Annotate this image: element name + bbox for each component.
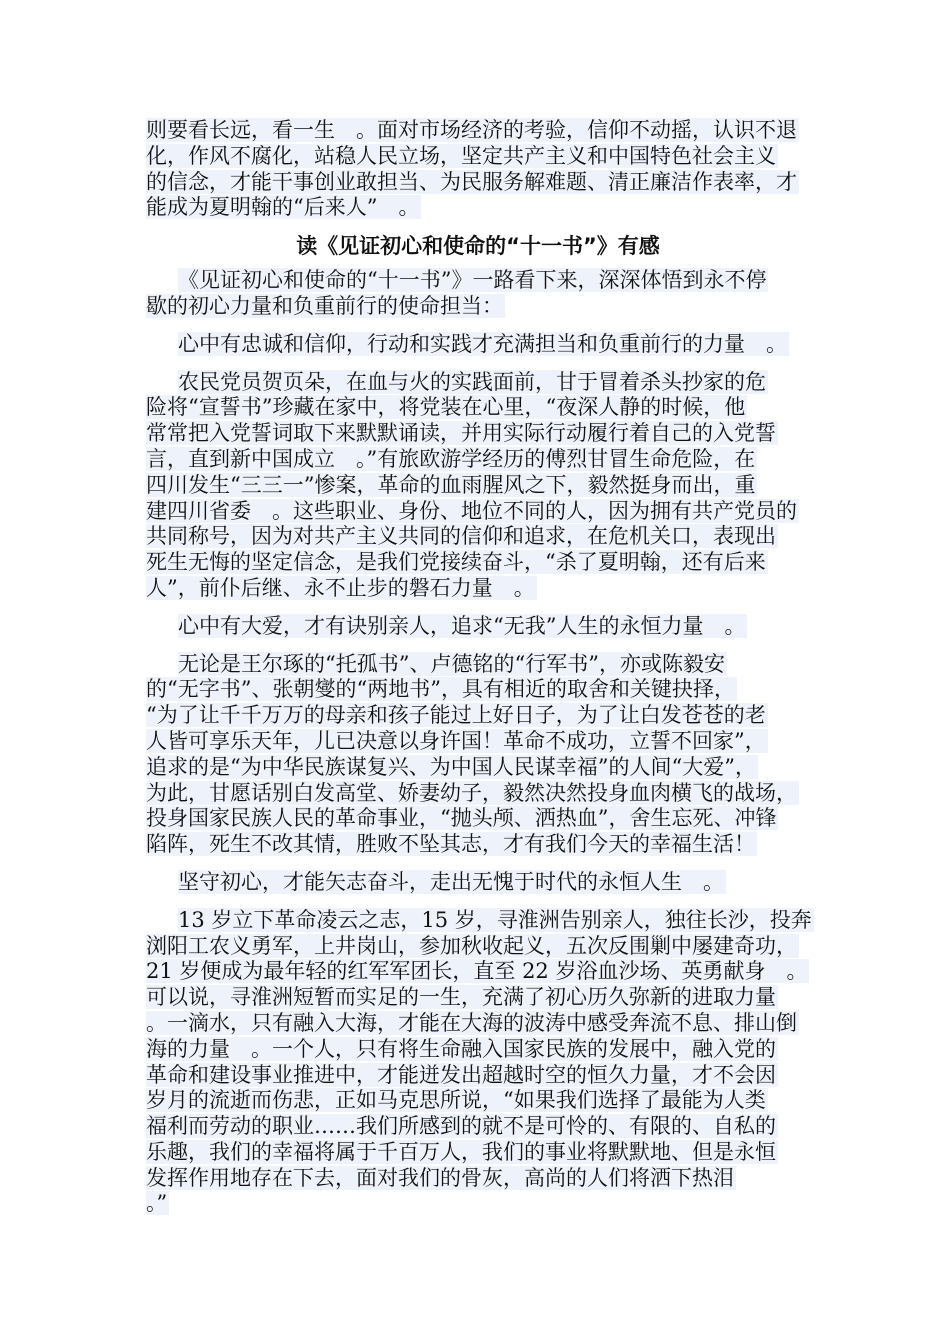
paragraph-2 xyxy=(146,332,810,358)
text-line: 海的力量 。一个人，只有将生命融入国家民族的发展中，融入党的 xyxy=(146,1036,776,1061)
intro-paragraph xyxy=(146,118,810,221)
text-line: 险将“宣誓书”珍藏在家中，将党装在心里，“夜深人静的时候，他 xyxy=(146,395,746,420)
document-page xyxy=(146,118,810,1229)
text-line: 的“无字书”、张朝燮的“两地书”，具有相近的取舍和关键抉择， xyxy=(146,677,735,702)
text-line: 可以说，寻淮洲短暂而实足的一生，充满了初心历久弥新的进取力量 xyxy=(146,985,776,1010)
text-line: 福利而劳动的职业……我们所感到的就不是可怜的、有限的、自私的 xyxy=(146,1114,776,1139)
text-line: 农民党员贺页朵，在血与火的实践面前，甘于冒着杀头抄家的危 xyxy=(178,369,766,394)
text-line: 无论是王尔琢的“托孤书”、卢德铭的“行军书”，亦或陈毅安 xyxy=(178,651,725,676)
text-line: 的信念，才能干事创业敢担当、为民服务解难题、清正廉洁作表率，才 xyxy=(146,169,797,194)
text-line: 21 岁便成为最年轻的红军军团长，直至 22 岁浴血沙场、英勇献身 。 xyxy=(146,959,808,984)
text-line: 。” xyxy=(146,1191,168,1216)
text-line: 乐趣，我们的幸福将属于千百万人，我们的事业将默默地、但是永恒 xyxy=(146,1139,776,1164)
text-line: 死生无悔的坚定信念，是我们党接续奋斗，“杀了夏明翰，还有后来 xyxy=(146,550,766,575)
paragraph-5 xyxy=(146,652,810,858)
text-line: 常常把入党誓词取下来默默诵读，并用实际行动履行着自己的入党誓 xyxy=(146,421,776,446)
paragraph-4 xyxy=(146,614,810,640)
text-line: 言，直到新中国成立 。”有旅欧游学经历的傅烈甘冒生命危险，在 xyxy=(146,446,756,471)
text-line: 坚守初心，才能矢志奋斗，走出无愧于时代的永恒人生 。 xyxy=(178,869,724,894)
text-line: 人皆可享乐天年，儿已决意以身许国！革命不成功，立誓不回家”， xyxy=(146,728,766,753)
paragraph-7 xyxy=(146,908,810,1218)
text-line: 投身国家民族人民的革命事业，“抛头颅、洒热血”，舍生忘死、冲锋 xyxy=(146,806,777,831)
text-line: 浏阳工农义勇军，上井岗山，参加秋收起义，五次反围剿中屡建奇功， xyxy=(146,933,797,958)
text-line: 陷阵，死生不改其情，胜败不坠其志，才有我们今天的幸福生活！ xyxy=(146,832,755,857)
text-line: 人”，前仆后继、永不止步的磐石力量 。 xyxy=(146,575,535,600)
text-line: 则要看长远，看一生 。面对市场经济的考验，信仰不动摇，认识不退 xyxy=(146,118,797,142)
text-line: 为此，甘愿话别白发高堂、娇妻幼子，毅然决然投身血肉横飞的战场， xyxy=(146,780,797,805)
text-line: 建四川省委 。这些职业、身份、地位不同的人，因为拥有共产党员的 xyxy=(146,498,797,523)
text-line: 岁月的流逝而伤悲，正如马克思所说，“如果我们选择了最能为人类 xyxy=(146,1088,766,1113)
text-line: 发挥作用地存在下去，面对我们的骨灰，高尚的人们将洒下热泪 xyxy=(146,1165,734,1190)
text-line: 《见证初心和使命的“十一书”》一路看下来，深深体悟到永不停 xyxy=(178,268,767,293)
text-line: 歇的初心力量和负重前行的使命担当： xyxy=(146,293,503,318)
text-line: 革命和建设事业推进中，才能迸发出超越时空的恒久力量，才不会因 xyxy=(146,1062,776,1087)
text-line: 四川发生“三三一”惨案，革命的血雨腥风之下，毅然挺身而出，重 xyxy=(146,472,756,497)
text-line: 心中有忠诚和信仰，行动和实践才充满担当和负重前行的力量 。 xyxy=(178,331,787,356)
text-line: 。一滴水，只有融入大海，才能在大海的波涛中感受奔流不息、排山倒 xyxy=(146,1010,797,1035)
text-line: 共同称号，因为对共产主义共同的信仰和追求，在危机关口，表现出 xyxy=(146,524,776,549)
text-line: 心中有大爱，才有诀别亲人，追求“无我”人生的永恒力量 。 xyxy=(178,613,746,638)
paragraph-6 xyxy=(146,870,810,896)
paragraph-1 xyxy=(146,268,810,320)
text-line: 追求的是“为中华民族谋复兴、为中国人民谋幸福”的人间“大爱”， xyxy=(146,754,756,779)
text-line: 能成为夏明翰的“后来人” 。 xyxy=(146,195,420,220)
text-line: 化，作风不腐化，站稳人民立场，坚定共产主义和中国特色社会主义 xyxy=(146,143,776,168)
text-line: 13 岁立下革命凌云之志，15 岁，寻淮洲告别亲人，独往长沙，投奔 xyxy=(178,907,812,932)
text-line: “为了让千千万万的母亲和孩子能过上好日子，为了让白发苍苍的老 xyxy=(146,703,766,728)
article-title: 读《见证初心和使命的“十一书”》有感 xyxy=(296,234,660,259)
paragraph-3 xyxy=(146,370,810,602)
